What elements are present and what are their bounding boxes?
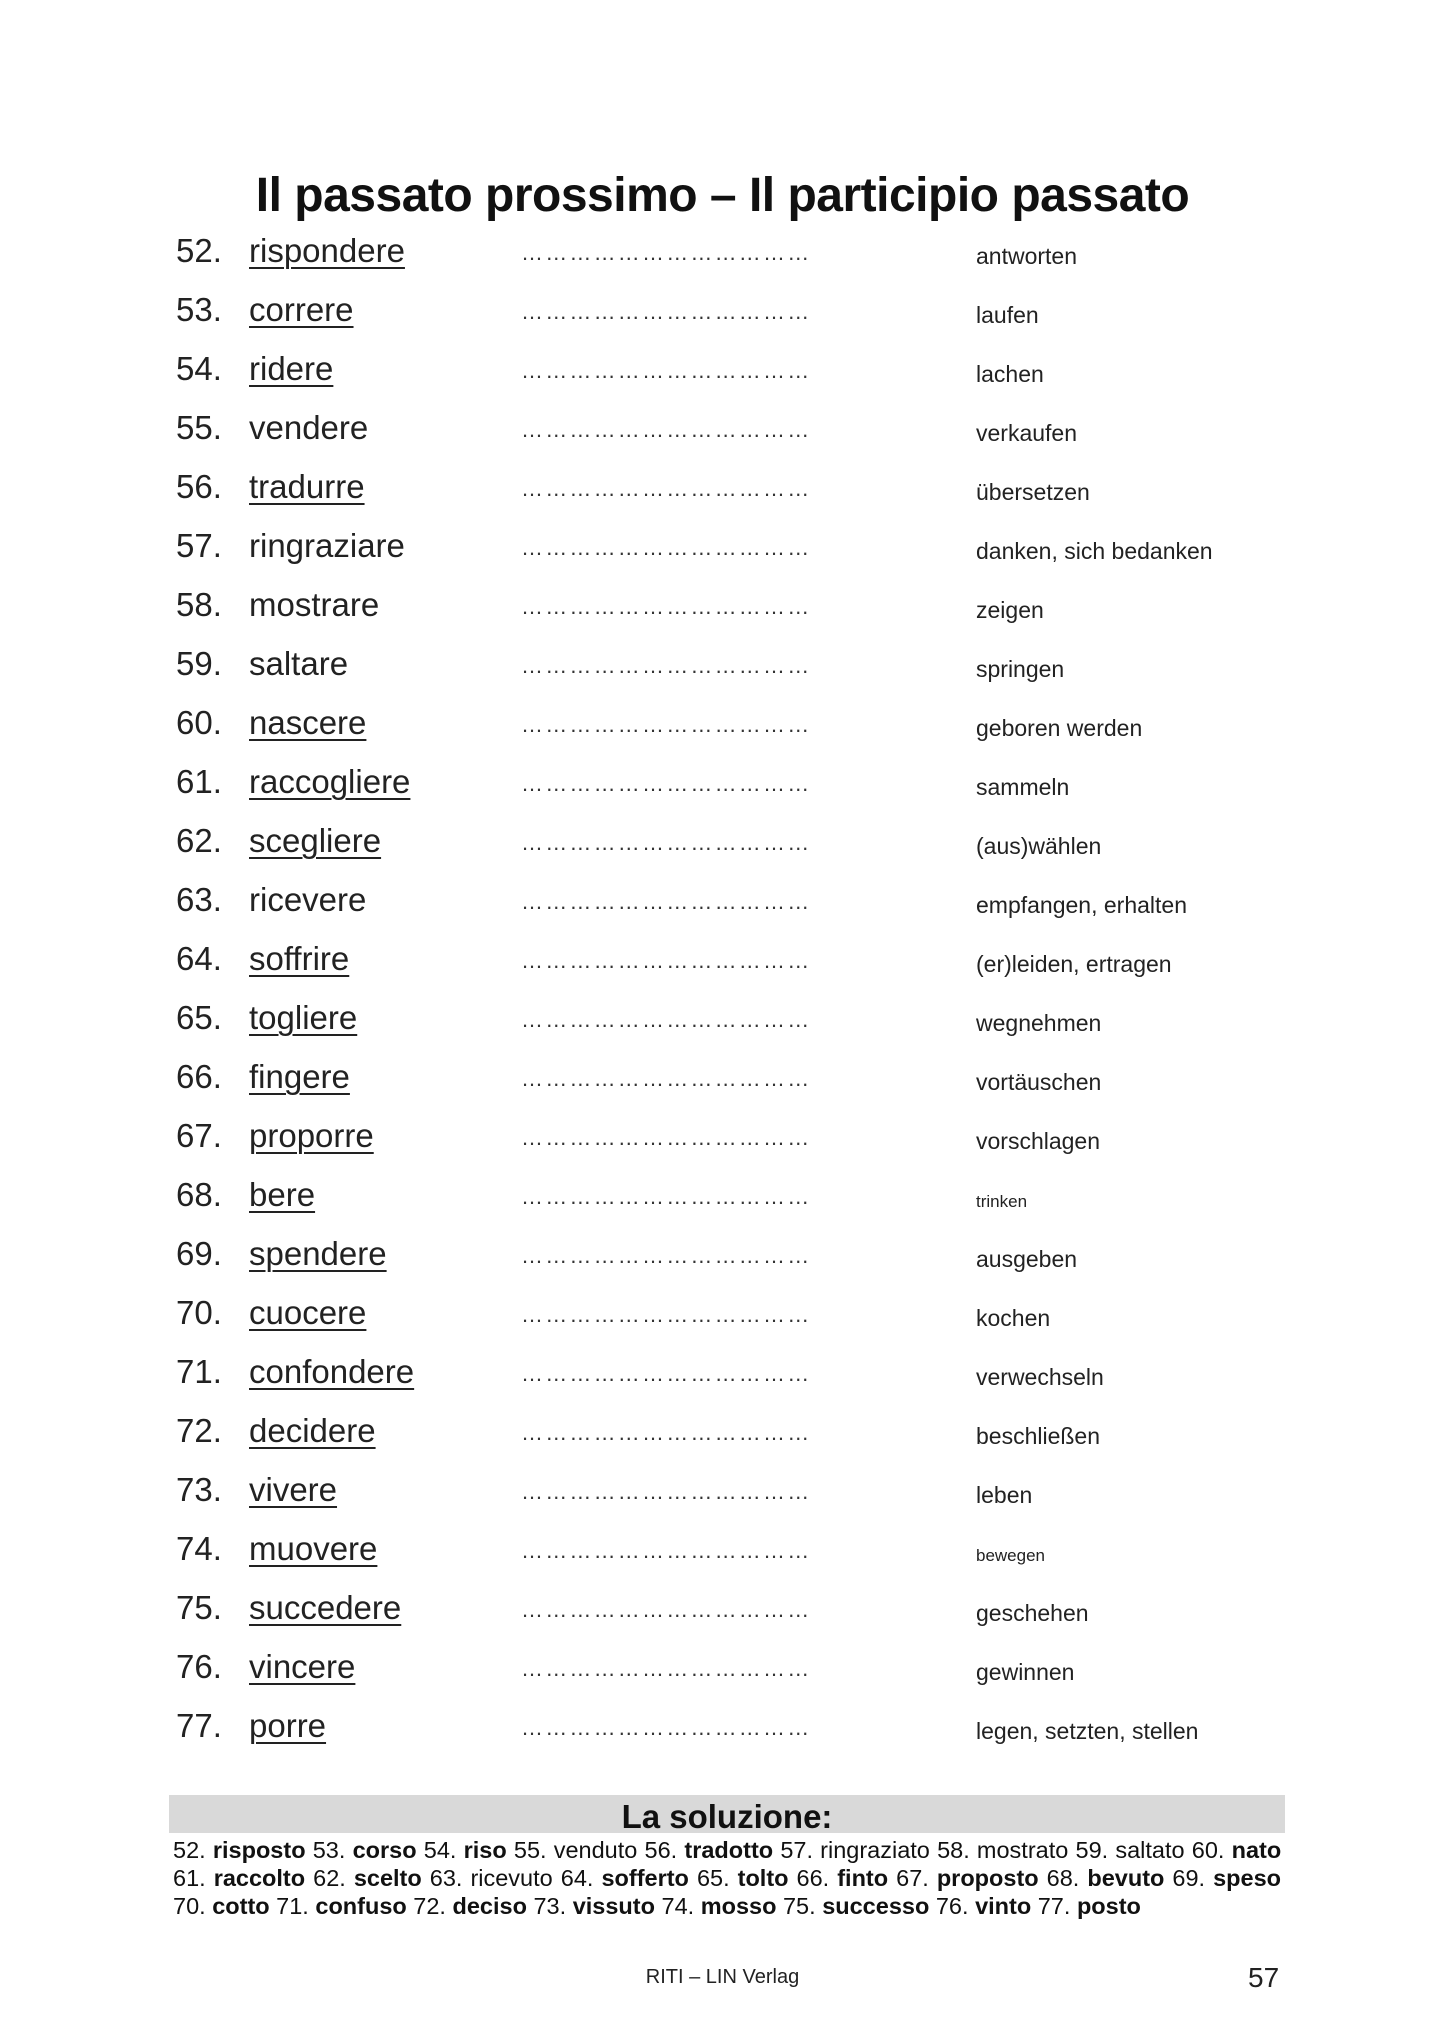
exercise-number: 76. bbox=[176, 1648, 222, 1685]
exercise-number: 64. bbox=[176, 940, 222, 977]
solution-text bbox=[173, 1836, 1281, 1920]
solution-number: 60. bbox=[1191, 1837, 1225, 1863]
exercise-number: 56. bbox=[176, 468, 222, 505]
exercise-row bbox=[0, 1467, 1445, 1526]
german-translation: trinken bbox=[976, 1192, 1028, 1211]
answer-blank: ……………………………… bbox=[521, 1538, 812, 1563]
infinitive-verb: nascere bbox=[249, 704, 367, 741]
infinitive-verb: fingere bbox=[249, 1058, 350, 1095]
german-translation: danken, sich bedanken bbox=[976, 538, 1213, 564]
solution-number: 52. bbox=[173, 1837, 206, 1863]
solution-number: 66. bbox=[796, 1865, 830, 1891]
exercise-row bbox=[0, 1054, 1445, 1113]
exercise-number: 58. bbox=[176, 586, 222, 623]
solution-answer: ringraziato bbox=[820, 1837, 930, 1863]
infinitive-verb: cuocere bbox=[249, 1294, 367, 1331]
solution-answer: tradotto bbox=[684, 1837, 774, 1863]
infinitive-verb: proporre bbox=[249, 1117, 374, 1154]
answer-blank: ……………………………… bbox=[521, 1066, 812, 1091]
exercise-number: 63. bbox=[176, 881, 222, 918]
solution-number: 75. bbox=[782, 1893, 816, 1919]
exercise-number: 57. bbox=[176, 527, 222, 564]
exercise-number: 60. bbox=[176, 704, 222, 741]
exercise-row bbox=[0, 228, 1445, 287]
exercise-number: 77. bbox=[176, 1707, 222, 1744]
solution-answer: risposto bbox=[212, 1837, 306, 1863]
infinitive-verb: tradurre bbox=[249, 468, 365, 505]
german-translation: antworten bbox=[976, 243, 1078, 269]
german-translation: vortäuschen bbox=[976, 1069, 1102, 1095]
solution-number: 53. bbox=[312, 1837, 346, 1863]
german-translation: vorschlagen bbox=[976, 1128, 1101, 1154]
exercise-number: 53. bbox=[176, 291, 222, 328]
german-translation: legen, setzten, stellen bbox=[976, 1718, 1199, 1744]
page-number: 57 bbox=[1248, 1962, 1280, 1993]
solution-answer: mostrato bbox=[976, 1837, 1069, 1863]
solution-answer: raccolto bbox=[213, 1865, 306, 1891]
exercise-row bbox=[0, 1172, 1445, 1231]
exercise-number: 67. bbox=[176, 1117, 222, 1154]
german-translation: (aus)wählen bbox=[976, 833, 1102, 859]
exercise-row bbox=[0, 405, 1445, 464]
answer-blank: ……………………………… bbox=[521, 1007, 812, 1032]
solution-number: 70. bbox=[173, 1893, 206, 1919]
solution-number: 57. bbox=[780, 1837, 813, 1863]
infinitive-verb: confondere bbox=[249, 1353, 415, 1390]
exercise-number: 61. bbox=[176, 763, 222, 800]
exercise-number: 73. bbox=[176, 1471, 222, 1508]
german-translation: geboren werden bbox=[976, 715, 1143, 741]
answer-blank: ……………………………… bbox=[521, 1420, 812, 1445]
answer-blank: ……………………………… bbox=[521, 653, 812, 678]
infinitive-verb: mostrare bbox=[249, 586, 380, 623]
exercise-row bbox=[0, 1585, 1445, 1644]
solution-answer: finto bbox=[837, 1865, 889, 1891]
german-translation: zeigen bbox=[976, 597, 1044, 623]
solution-answer: posto bbox=[1076, 1893, 1141, 1919]
infinitive-verb: porre bbox=[249, 1707, 327, 1744]
german-translation: gewinnen bbox=[976, 1659, 1075, 1685]
exercise-row bbox=[0, 877, 1445, 936]
solution-number: 58. bbox=[937, 1837, 970, 1863]
german-translation: (er)leiden, ertragen bbox=[976, 951, 1172, 977]
infinitive-verb: vincere bbox=[249, 1648, 356, 1685]
infinitive-verb: correre bbox=[249, 291, 354, 328]
solution-number: 68. bbox=[1046, 1865, 1080, 1891]
solution-number: 64. bbox=[560, 1865, 594, 1891]
solution-answer: sofferto bbox=[601, 1865, 689, 1891]
answer-blank: ……………………………… bbox=[521, 594, 812, 619]
german-translation: leben bbox=[976, 1482, 1033, 1508]
answer-blank: ……………………………… bbox=[521, 535, 812, 560]
infinitive-verb: vivere bbox=[249, 1471, 338, 1508]
solution-answer: nato bbox=[1231, 1837, 1282, 1863]
solution-answer: cotto bbox=[212, 1893, 270, 1919]
exercise-number: 54. bbox=[176, 350, 222, 387]
solution-number: 65. bbox=[696, 1865, 730, 1891]
solution-number: 59. bbox=[1075, 1837, 1109, 1863]
exercise-number: 55. bbox=[176, 409, 222, 446]
exercise-number: 66. bbox=[176, 1058, 222, 1095]
exercise-number: 69. bbox=[176, 1235, 222, 1272]
solution-number: 61. bbox=[173, 1865, 206, 1891]
solution-number: 56. bbox=[644, 1837, 678, 1863]
exercise-row bbox=[0, 1290, 1445, 1349]
infinitive-verb: succedere bbox=[249, 1589, 402, 1626]
infinitive-verb: rispondere bbox=[249, 232, 405, 269]
solution-answer: deciso bbox=[452, 1893, 527, 1919]
answer-blank: ……………………………… bbox=[521, 417, 812, 442]
exercise-row bbox=[0, 759, 1445, 818]
exercise-row bbox=[0, 1644, 1445, 1703]
german-translation: verkaufen bbox=[976, 420, 1078, 446]
exercise-number: 72. bbox=[176, 1412, 222, 1449]
german-translation: kochen bbox=[976, 1305, 1051, 1331]
infinitive-verb: spendere bbox=[249, 1235, 387, 1272]
solution-answer: tolto bbox=[737, 1865, 789, 1891]
answer-blank: ……………………………… bbox=[521, 1243, 812, 1268]
german-translation: sammeln bbox=[976, 774, 1070, 800]
infinitive-verb: soffrire bbox=[249, 940, 350, 977]
answer-blank: ……………………………… bbox=[521, 299, 812, 324]
german-translation: laufen bbox=[976, 302, 1039, 328]
page-title: Il passato prossimo – Il participio passato bbox=[255, 169, 1190, 223]
solution-answer: venduto bbox=[553, 1837, 638, 1863]
infinitive-verb: decidere bbox=[249, 1412, 376, 1449]
solution-number: 62. bbox=[313, 1865, 346, 1891]
answer-blank: ……………………………… bbox=[521, 1184, 812, 1209]
solution-number: 72. bbox=[413, 1893, 446, 1919]
german-translation: geschehen bbox=[976, 1600, 1089, 1626]
answer-blank: ……………………………… bbox=[521, 358, 812, 383]
solution-number: 77. bbox=[1037, 1893, 1071, 1919]
exercise-number: 52. bbox=[176, 232, 222, 269]
solution-answer: vinto bbox=[975, 1893, 1032, 1919]
solution-number: 54. bbox=[423, 1837, 457, 1863]
exercise-number: 59. bbox=[176, 645, 222, 682]
exercise-row bbox=[0, 582, 1445, 641]
german-translation: bewegen bbox=[976, 1546, 1046, 1565]
solution-number: 63. bbox=[429, 1865, 463, 1891]
german-translation: springen bbox=[976, 656, 1065, 682]
exercise-row bbox=[0, 287, 1445, 346]
exercise-list bbox=[0, 228, 1445, 1762]
answer-blank: ……………………………… bbox=[521, 1302, 812, 1327]
solution-answer: vissuto bbox=[572, 1893, 655, 1919]
solution-answer: mosso bbox=[700, 1893, 777, 1919]
exercise-row bbox=[0, 464, 1445, 523]
answer-blank: ……………………………… bbox=[521, 476, 812, 501]
solution-number: 76. bbox=[935, 1893, 969, 1919]
exercise-row bbox=[0, 1113, 1445, 1172]
answer-blank: ……………………………… bbox=[521, 1125, 812, 1150]
solution-answer: corso bbox=[352, 1837, 417, 1863]
german-translation: beschließen bbox=[976, 1423, 1101, 1449]
exercise-number: 62. bbox=[176, 822, 222, 859]
german-translation: lachen bbox=[976, 361, 1044, 387]
infinitive-verb: muovere bbox=[249, 1530, 378, 1567]
solution-answer: speso bbox=[1213, 1865, 1281, 1891]
exercise-row bbox=[0, 700, 1445, 759]
solution-answer: riso bbox=[463, 1837, 507, 1863]
german-translation: wegnehmen bbox=[976, 1010, 1102, 1036]
exercise-row bbox=[0, 641, 1445, 700]
exercise-row bbox=[0, 1349, 1445, 1408]
solution-answer: confuso bbox=[315, 1893, 407, 1919]
answer-blank: ……………………………… bbox=[521, 1597, 812, 1622]
exercise-row bbox=[0, 346, 1445, 405]
answer-blank: ……………………………… bbox=[521, 240, 812, 265]
exercise-row bbox=[0, 1526, 1445, 1585]
exercise-row bbox=[0, 523, 1445, 582]
exercise-number: 75. bbox=[176, 1589, 222, 1626]
answer-blank: ……………………………… bbox=[521, 712, 812, 737]
solution-number: 74. bbox=[661, 1893, 695, 1919]
german-translation: ausgeben bbox=[976, 1246, 1078, 1272]
solution-number: 69. bbox=[1172, 1865, 1206, 1891]
german-translation: übersetzen bbox=[976, 479, 1090, 505]
infinitive-verb: togliere bbox=[249, 999, 358, 1036]
solution-answer: proposto bbox=[936, 1865, 1039, 1891]
answer-blank: ……………………………… bbox=[521, 948, 812, 973]
exercise-row bbox=[0, 1231, 1445, 1290]
infinitive-verb: ringraziare bbox=[249, 527, 405, 564]
footer-publisher: RITI – LIN Verlag bbox=[645, 1966, 800, 1988]
solution-heading: La soluzione: bbox=[169, 1795, 1285, 1833]
answer-blank: ……………………………… bbox=[521, 1479, 812, 1504]
answer-blank: ……………………………… bbox=[521, 1361, 812, 1386]
exercise-number: 65. bbox=[176, 999, 222, 1036]
solution-answer: bevuto bbox=[1087, 1865, 1165, 1891]
exercise-number: 70. bbox=[176, 1294, 222, 1331]
solution-answer: ricevuto bbox=[470, 1865, 553, 1891]
infinitive-verb: raccogliere bbox=[249, 763, 411, 800]
answer-blank: ……………………………… bbox=[521, 1715, 812, 1740]
exercise-number: 68. bbox=[176, 1176, 222, 1213]
german-translation: verwechseln bbox=[976, 1364, 1104, 1390]
answer-blank: ……………………………… bbox=[521, 830, 812, 855]
solution-number: 55. bbox=[513, 1837, 547, 1863]
infinitive-verb: ridere bbox=[249, 350, 334, 387]
exercise-number: 71. bbox=[176, 1353, 222, 1390]
answer-blank: ……………………………… bbox=[521, 1656, 812, 1681]
solution-number: 73. bbox=[533, 1893, 567, 1919]
exercise-row bbox=[0, 818, 1445, 877]
solution-answer: saltato bbox=[1115, 1837, 1185, 1863]
infinitive-verb: ricevere bbox=[249, 881, 367, 918]
answer-blank: ……………………………… bbox=[521, 889, 812, 914]
solution-number: 67. bbox=[896, 1865, 929, 1891]
exercise-row bbox=[0, 1703, 1445, 1762]
german-translation: empfangen, erhalten bbox=[976, 892, 1187, 918]
infinitive-verb: saltare bbox=[249, 645, 349, 682]
solution-number: 71. bbox=[276, 1893, 309, 1919]
infinitive-verb: bere bbox=[249, 1176, 316, 1213]
infinitive-verb: scegliere bbox=[249, 822, 382, 859]
solution-answer: successo bbox=[822, 1893, 930, 1919]
answer-blank: ……………………………… bbox=[521, 771, 812, 796]
solution-answer: scelto bbox=[353, 1865, 422, 1891]
exercise-row bbox=[0, 1408, 1445, 1467]
infinitive-verb: vendere bbox=[249, 409, 369, 446]
exercise-row bbox=[0, 936, 1445, 995]
exercise-row bbox=[0, 995, 1445, 1054]
exercise-number: 74. bbox=[176, 1530, 222, 1567]
